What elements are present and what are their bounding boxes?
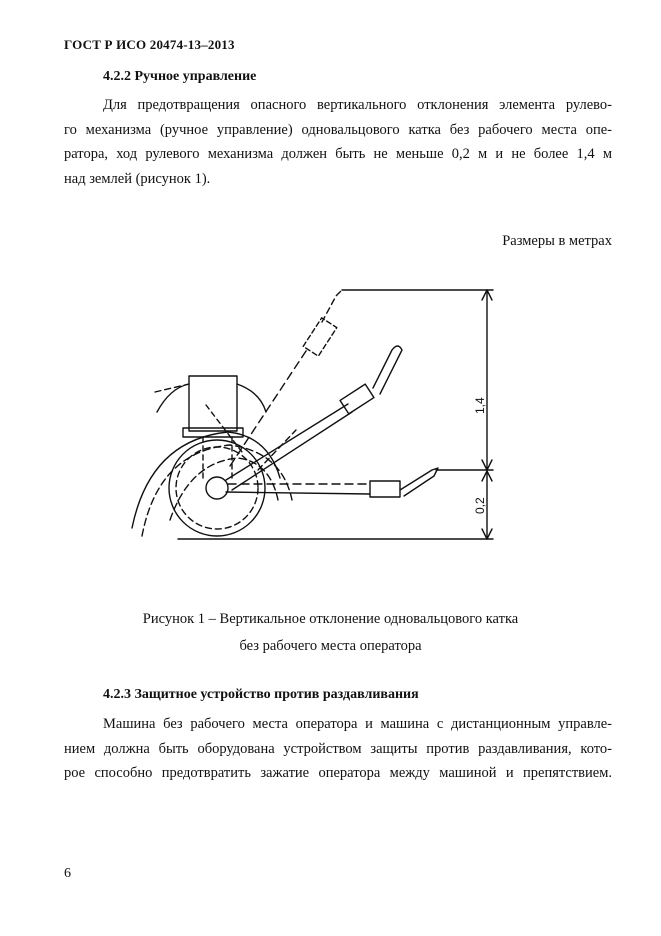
handle-lower-tip <box>400 468 438 496</box>
handle-lower-shaft <box>226 492 370 494</box>
handle-middle-shaft-2 <box>232 412 352 490</box>
section-4-2-3-title: 4.2.3 Защитное устройство против раздавливания <box>103 687 419 702</box>
paragraph-line: нием должна быть оборудована устройством защиты против раздавливания, кото- <box>64 740 612 757</box>
fender-inner-dashed <box>170 458 278 520</box>
section-4-2-2-title: 4.2.2 Ручное управление <box>103 69 257 84</box>
page-number: 6 <box>64 866 71 881</box>
paragraph-line: Машина без рабочего места оператора и машина с дистанционным управле- <box>103 716 612 732</box>
linkage-dashed <box>258 430 296 470</box>
handle-middle-shaft <box>226 404 348 480</box>
drum-outer <box>169 440 265 536</box>
engine-dashed-edge <box>155 384 189 392</box>
figure-caption-line-1: Рисунок 1 – Вертикальное отклонение одновальцового катка <box>142 611 519 627</box>
handle-upper-tip <box>322 290 342 322</box>
drum-hub <box>206 477 228 499</box>
figure-caption-line-2: без рабочего места оператора <box>239 638 422 654</box>
handle-upper-grip <box>303 318 337 356</box>
section-4-2-3-body <box>64 712 612 786</box>
dimension-label-lower: 0,2 <box>473 497 487 514</box>
engine-right-contour <box>237 384 266 412</box>
dimensions-note: Размеры в метрах <box>502 233 612 249</box>
paragraph-line: ратора, ход рулевого механизма должен быть не меньше 0,2 м и не более 1,4 м <box>64 146 612 162</box>
paragraph-line: Для предотвращения опасного вертикального отклонения элемента рулево- <box>103 97 612 113</box>
paragraph-line: го механизма (ручное управление) одновальцового катка без рабочего места опе- <box>64 121 612 138</box>
handle-middle-tip <box>373 346 402 394</box>
engine-left-contour <box>157 384 189 412</box>
handle-lower-grip <box>370 481 400 497</box>
document-header: ГОСТ Р ИСО 20474-13–2013 <box>64 37 235 52</box>
handle-middle-grip <box>340 384 374 414</box>
dimension-label-upper: 1,4 <box>473 397 487 414</box>
paragraph-line: над землей (рисунок 1). <box>64 170 211 187</box>
engine-block <box>189 376 237 431</box>
paragraph-line: рое способно предотвратить зажатие оператора между машиной и препятствием. <box>64 765 612 781</box>
